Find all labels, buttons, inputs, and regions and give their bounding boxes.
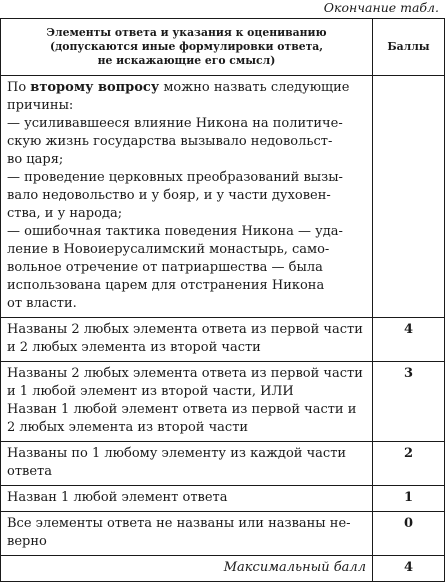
max-score-value: 4 <box>373 556 445 582</box>
max-score-row <box>1 556 445 582</box>
criterion-line: и 2 любых элемента из второй части <box>7 340 261 355</box>
criterion-score: 3 <box>373 362 445 442</box>
reason-line: — усиливавшееся влияние Никона на политиче- <box>7 116 343 131</box>
criterion-line: 2 любых элемента из второй части <box>7 420 249 435</box>
reason-line: вало недовольство и у бояр, и у части духовен- <box>7 188 331 203</box>
criterion-row <box>1 442 445 486</box>
criterion-line: верно <box>7 534 47 549</box>
criterion-line: Названы по 1 любому элементу из каждой части <box>7 446 347 461</box>
reason-line: от власти. <box>7 296 77 311</box>
reason-line: — ошибочная тактика поведения Никона — уда- <box>7 224 343 239</box>
criterion-line: Назван 1 любой элемент ответа из первой части и <box>7 402 357 417</box>
header-line: Элементы ответа и указания к оцениванию <box>46 26 327 39</box>
intro-post: можно назвать следующие <box>159 80 350 95</box>
header-line: (допускаются иные формулировки ответа, <box>49 40 324 53</box>
criterion-line: Названы 2 любых элемента ответа из первой части <box>7 322 363 337</box>
scoring-table <box>0 18 445 582</box>
reason-line: ства, и у народа; <box>7 206 123 221</box>
criterion-score: 2 <box>373 442 445 486</box>
criterion-line: Названы 2 любых элемента ответа из первой части <box>7 366 363 381</box>
intro-bold: второму вопросу <box>30 80 160 95</box>
header-answer-elements <box>1 19 373 76</box>
criterion-text <box>1 318 373 362</box>
intro-line-2: причины: <box>7 98 74 113</box>
criterion-line: и 1 любой элемент из второй части, ИЛИ <box>7 384 294 399</box>
criterion-text <box>1 442 373 486</box>
max-score-label: Максимальный балл <box>1 556 373 582</box>
answer-content-row <box>1 76 445 318</box>
reason-line: вольное отречение от патриаршества — была <box>7 260 323 275</box>
answer-content-points <box>373 76 445 318</box>
intro-pre: По <box>7 80 31 95</box>
criterion-line: Все элементы ответа не названы или названы не- <box>7 516 351 531</box>
criterion-text <box>1 512 373 556</box>
criterion-row <box>1 486 445 512</box>
criterion-text <box>1 486 373 512</box>
criterion-row <box>1 362 445 442</box>
table-caption: Окончание табл. <box>323 0 439 15</box>
criterion-line: Назван 1 любой элемент ответа <box>7 490 228 505</box>
criterion-row <box>1 512 445 556</box>
criterion-score: 0 <box>373 512 445 556</box>
header-points: Баллы <box>373 19 445 76</box>
criterion-score: 4 <box>373 318 445 362</box>
answer-content-cell <box>1 76 373 318</box>
criterion-score: 1 <box>373 486 445 512</box>
reason-line: во царя; <box>7 152 64 167</box>
criterion-line: ответа <box>7 464 52 479</box>
header-line: не искажающие его смысл) <box>97 54 276 67</box>
reason-line: скую жизнь государства вызывало недовольст- <box>7 134 333 149</box>
reason-line: использована царем для отстранения Никона <box>7 278 325 293</box>
reason-line: ление в Новоиерусалимский монастырь, само- <box>7 242 330 257</box>
intro-line <box>7 79 366 97</box>
reason-line: — проведение церковных преобразований вызы- <box>7 170 343 185</box>
table-header-row <box>1 19 445 76</box>
criterion-row <box>1 318 445 362</box>
criterion-text <box>1 362 373 442</box>
